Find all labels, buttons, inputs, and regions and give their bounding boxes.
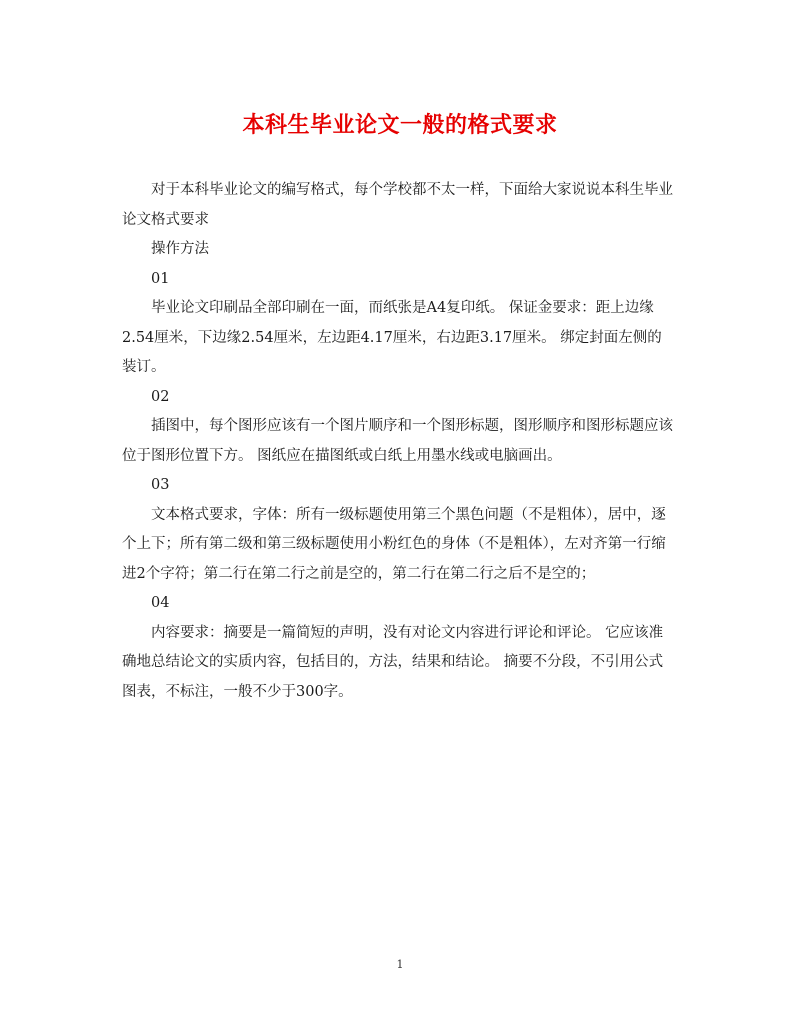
step-number-02: 02 [151,388,170,405]
document-body [122,176,674,707]
step-paragraph-01: 毕业论文印刷品全部印刷在一面，而纸张是A4复印纸。 保证金要求：距上边缘2.54厘米，下边缘2.54厘米，左边距4.17厘米，右边距3.17厘米。 绑定封面左侧的装订。 [122,300,662,375]
step-number-01: 01 [151,270,170,287]
step-number-03: 03 [151,477,170,493]
step-paragraph-02: 插图中，每个图形应该有一个图片顺序和一个图形标题，图形顺序和图形标题应该位于图形位置下方。 图纸应在描图纸或白纸上用墨水线或电脑画出。 [122,418,673,464]
step-paragraph-04: 内容要求：摘要是一篇简短的声明，没有对论文内容进行评论和评论。 它应该准确地总结论文的实质内容，包括目的，方法，结果和结论。 摘要不分段，不引用公式图表，不标注，一般不少于300字。 [122,624,664,700]
step-number-04: 04 [151,595,170,611]
page-number: 1 [396,958,404,971]
intro-paragraph: 对于本科毕业论文的编写格式，每个学校都不太一样，下面给大家说说本科生毕业论文格式要求 [122,182,673,228]
document-title: 本科生毕业论文一般的格式要求 [242,112,558,138]
section-heading-method: 操作方法 [151,241,209,257]
step-paragraph-03: 文本格式要求，字体：所有一级标题使用第三个黑色问题（不是粗体），居中，逐个上下；所有第二级和第三级标题使用小粉红色的身体（不是粗体），左对齐第一行缩进2个字符；第二行在第二行之前是空的，第二行在第二行之后不是空的； [122,506,666,582]
